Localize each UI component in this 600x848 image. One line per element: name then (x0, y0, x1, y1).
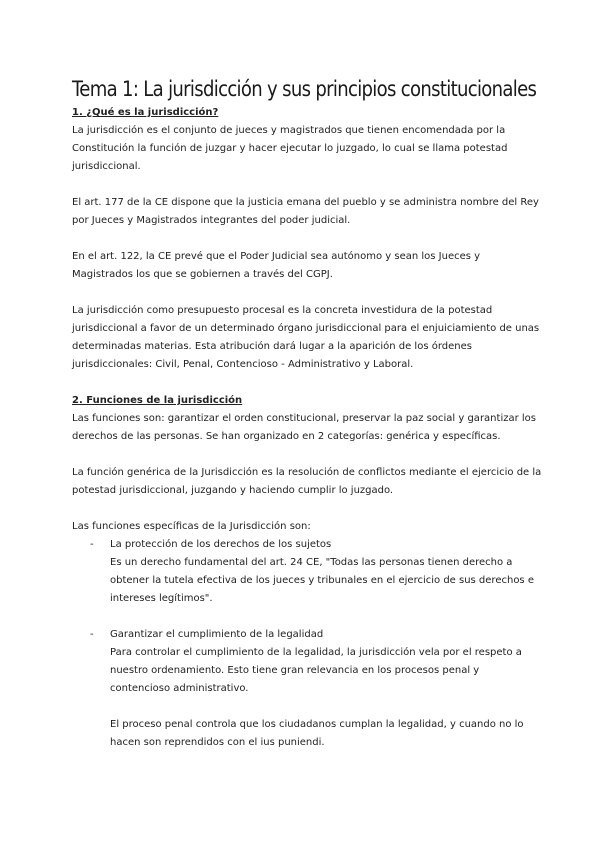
paragraph: En el art. 122, la CE prevé que el Poder Judicial sea autónomo y sean los Jueces y Magistrados los que se gobiernen a través del CGPJ. (72, 251, 481, 280)
paragraph: La función genérica de la Jurisdicción es la resolución de conflictos mediante el ejercicio de la potestad jurisdiccional, juzgando y haciendo cumplir lo juzgado. (72, 467, 542, 496)
document-content (72, 74, 542, 752)
paragraph: Las funciones son: garantizar el orden constitucional, preservar la paz social y garantizar los derechos de las personas. Se han organizado en 2 categorías: genérica y específicas. (72, 413, 536, 442)
list-item-title: La protección de los derechos de los sujetos (110, 539, 332, 550)
list-item-text: Es un derecho fundamental del art. 24 CE, "Todas las personas tienen derecho a obtener la tutela efectiva de los jueces y tribunales en el ejercicio de sus derechos e intereses legítimos". (110, 557, 534, 604)
list-dash: - (90, 539, 94, 550)
paragraph: Las funciones específicas de la Jurisdicción son: (72, 521, 311, 532)
paragraph: La jurisdicción es el conjunto de jueces y magistrados que tienen encomendada por la Constitución la función de juzgar y hacer ejecutar lo juzgado, lo cual se llama potestad jurisdiccional. (72, 125, 508, 172)
page-title: Tema 1: La jurisdicción y sus principios constitucionales (72, 77, 537, 101)
paragraph: La jurisdicción como presupuesto procesal es la concreta investidura de la potestad jurisdiccional a favor de un determinado órgano jurisdiccional para el enjuiciamiento de unas determinadas materias. Esta atribución dará lugar a la aparición de los órdenes jurisdiccionales: Civil, Penal, Contencioso - Administrativo y Laboral. (72, 305, 540, 370)
list-item-text: Para controlar el cumplimiento de la legalidad, la jurisdicción vela por el respeto a nuestro ordenamiento. Esto tiene gran relevancia en los procesos penal y contencioso administrativo. (110, 647, 522, 694)
functions-list (72, 536, 542, 752)
list-item-title: Garantizar el cumplimiento de la legalidad (110, 629, 324, 640)
list-item-text: El proceso penal controla que los ciudadanos cumplan la legalidad, y cuando no lo hacen son reprendidos con el ius puniendi. (110, 719, 524, 748)
paragraph: El art. 177 de la CE dispone que la justicia emana del pueblo y se administra nombre del Rey por Jueces y Magistrados integrantes del poder judicial. (72, 197, 539, 226)
list-item (72, 626, 542, 752)
section-heading-2: 2. Funciones de la jurisdicción (72, 395, 243, 406)
list-item (72, 536, 542, 608)
list-dash: - (90, 629, 94, 640)
section-heading-1: 1. ¿Qué es la jurisdicción? (72, 107, 219, 118)
